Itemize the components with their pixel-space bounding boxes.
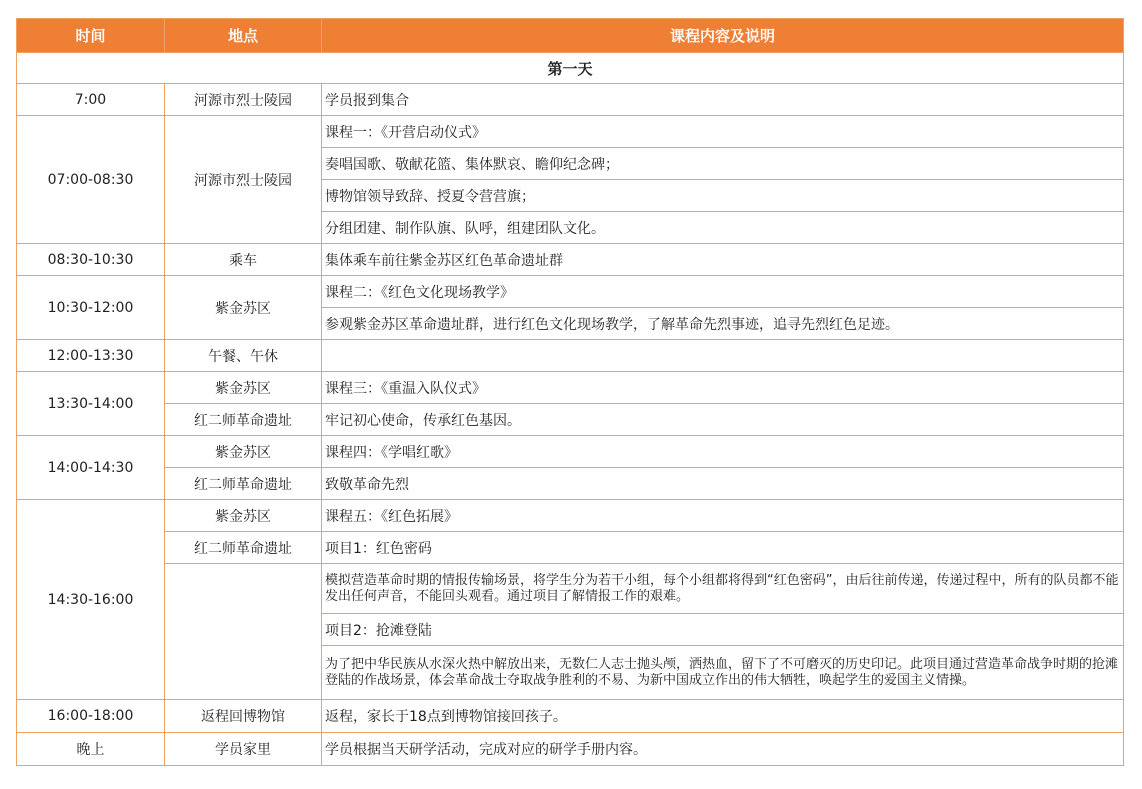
content-cell: 致敬革命先烈 xyxy=(322,468,1124,500)
time-cell: 7:00 xyxy=(17,84,165,116)
header-place: 地点 xyxy=(165,19,322,53)
content-cell: 为了把中华民族从水深火热中解放出来，无数仁人志士抛头颅，洒热血，留下了不可磨灭的历史印记。此项目通过营造革命战争时期的抢滩登陆的作战场景，体会革命战士夺取战争胜利的不易、为新中国成立作出的伟大牺牲，唤起学生的爱国主义情操。 xyxy=(322,646,1124,700)
table-row xyxy=(17,564,1124,614)
table-row xyxy=(17,700,1124,733)
content-cell: 返程，家长于18点到博物馆接回孩子。 xyxy=(322,700,1124,733)
time-cell: 10:30-12:00 xyxy=(17,276,165,340)
content-cell: 集体乘车前往紫金苏区红色革命遗址群 xyxy=(322,244,1124,276)
content-cell: 项目2：抢滩登陆 xyxy=(322,614,1124,646)
time-cell: 07:00-08:30 xyxy=(17,116,165,244)
table-row xyxy=(17,733,1124,766)
content-cell: 学员根据当天研学活动，完成对应的研学手册内容。 xyxy=(322,733,1124,766)
schedule-table xyxy=(16,18,1124,766)
table-row xyxy=(17,436,1124,468)
table-row xyxy=(17,340,1124,372)
table-row xyxy=(17,276,1124,308)
place-cell: 返程回博物馆 xyxy=(165,700,322,733)
time-cell: 14:00-14:30 xyxy=(17,436,165,500)
place-cell-empty xyxy=(165,564,322,700)
content-cell: 课程一：《开营启动仪式》 xyxy=(322,116,1124,148)
place-cell: 红二师革命遗址 xyxy=(165,404,322,436)
table-row xyxy=(17,500,1124,532)
content-cell: 课程三：《重温入队仪式》 xyxy=(322,372,1124,404)
header-content: 课程内容及说明 xyxy=(322,19,1124,53)
time-cell: 14:30-16:00 xyxy=(17,500,165,700)
time-cell: 16:00-18:00 xyxy=(17,700,165,733)
place-cell: 河源市烈士陵园 xyxy=(165,116,322,244)
place-cell: 紫金苏区 xyxy=(165,372,322,404)
content-cell: 课程五：《红色拓展》 xyxy=(322,500,1124,532)
content-cell: 学员报到集合 xyxy=(322,84,1124,116)
content-cell: 奏唱国歌、敬献花篮、集体默哀、瞻仰纪念碑； xyxy=(322,148,1124,180)
content-cell: 牢记初心使命，传承红色基因。 xyxy=(322,404,1124,436)
header-time: 时间 xyxy=(17,19,165,53)
day-row xyxy=(17,53,1124,84)
place-cell: 紫金苏区 xyxy=(165,436,322,468)
table-row xyxy=(17,532,1124,564)
content-cell xyxy=(322,340,1124,372)
table-row xyxy=(17,84,1124,116)
content-cell: 分组团建、制作队旗、队呼，组建团队文化。 xyxy=(322,212,1124,244)
table-row xyxy=(17,468,1124,500)
place-cell: 午餐、午休 xyxy=(165,340,322,372)
table-row xyxy=(17,116,1124,148)
place-cell: 紫金苏区 xyxy=(165,500,322,532)
table-row xyxy=(17,372,1124,404)
place-cell: 乘车 xyxy=(165,244,322,276)
place-cell: 河源市烈士陵园 xyxy=(165,84,322,116)
content-cell: 参观紫金苏区革命遗址群，进行红色文化现场教学，了解革命先烈事迹，追寻先烈红色足迹。 xyxy=(322,308,1124,340)
time-cell: 晚上 xyxy=(17,733,165,766)
table-row xyxy=(17,404,1124,436)
content-cell: 课程四：《学唱红歌》 xyxy=(322,436,1124,468)
place-cell: 红二师革命遗址 xyxy=(165,468,322,500)
place-cell: 紫金苏区 xyxy=(165,276,322,340)
content-cell: 模拟营造革命时期的情报传输场景，将学生分为若干小组，每个小组都将得到“红色密码”，由后往前传递，传递过程中，所有的队员都不能发出任何声音，不能回头观看。通过项目了解情报工作的艰难。 xyxy=(322,564,1124,614)
time-cell: 12:00-13:30 xyxy=(17,340,165,372)
day-title: 第一天 xyxy=(17,53,1124,84)
place-cell: 学员家里 xyxy=(165,733,322,766)
content-cell: 课程二：《红色文化现场教学》 xyxy=(322,276,1124,308)
place-cell: 红二师革命遗址 xyxy=(165,532,322,564)
content-cell: 项目1：红色密码 xyxy=(322,532,1124,564)
content-cell: 博物馆领导致辞、授夏令营营旗； xyxy=(322,180,1124,212)
time-cell: 08:30-10:30 xyxy=(17,244,165,276)
header-row xyxy=(17,19,1124,53)
time-cell: 13:30-14:00 xyxy=(17,372,165,436)
table-row xyxy=(17,244,1124,276)
